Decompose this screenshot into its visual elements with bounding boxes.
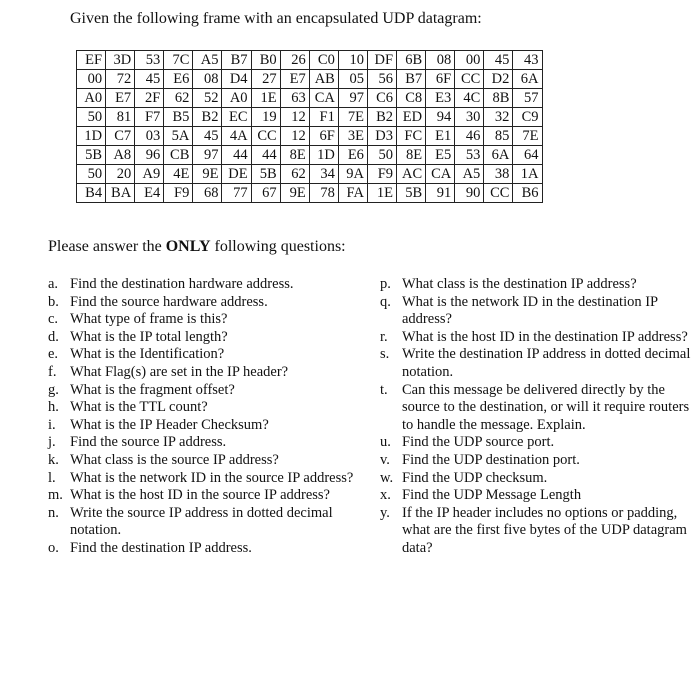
- questions-right-column: [380, 276, 692, 558]
- question-item: [48, 417, 363, 435]
- question-text: Find the destination IP address.: [70, 539, 252, 556]
- question-text: Find the UDP checksum.: [402, 469, 548, 486]
- question-text: What type of frame is this?: [70, 311, 228, 328]
- frame-byte: A5: [455, 165, 484, 184]
- frame-byte: 45: [193, 127, 222, 146]
- frame-byte: 4A: [222, 127, 251, 146]
- frame-byte: B2: [193, 108, 222, 127]
- frame-byte: C6: [367, 89, 396, 108]
- frame-byte: 97: [338, 89, 367, 108]
- question-item: [380, 487, 692, 505]
- question-text: What class is the source IP address?: [70, 451, 279, 468]
- frame-byte: BA: [106, 184, 135, 203]
- frame-byte: FA: [338, 184, 367, 203]
- question-text: What class is the destination IP address?: [402, 276, 637, 292]
- question-item: [48, 382, 363, 400]
- question-item: [48, 434, 363, 452]
- question-label: i.: [48, 416, 56, 433]
- question-item: [48, 294, 363, 312]
- frame-byte: 72: [106, 70, 135, 89]
- frame-byte: 96: [135, 146, 164, 165]
- frame-byte: 67: [251, 184, 280, 203]
- question-item: [380, 276, 692, 294]
- frame-byte: A0: [222, 89, 251, 108]
- question-text: Write the destination IP address in dotted decimal notation.: [402, 346, 691, 380]
- question-label: g.: [48, 381, 59, 398]
- frame-byte: 43: [513, 51, 542, 70]
- frame-byte: CC: [251, 127, 280, 146]
- frame-byte: 52: [193, 89, 222, 108]
- question-label: w.: [380, 469, 394, 486]
- frame-byte: A0: [77, 89, 106, 108]
- frame-row: [77, 184, 543, 203]
- frame-byte: E5: [426, 146, 455, 165]
- frame-byte: 9E: [193, 165, 222, 184]
- frame-byte: 1A: [513, 165, 542, 184]
- frame-byte: 57: [513, 89, 542, 108]
- frame-byte: 03: [135, 127, 164, 146]
- frame-row: [77, 165, 543, 184]
- frame-byte: E7: [106, 89, 135, 108]
- frame-byte: A8: [106, 146, 135, 165]
- question-item: [48, 487, 363, 505]
- frame-byte: 05: [338, 70, 367, 89]
- frame-byte: 50: [367, 146, 396, 165]
- frame-byte: 7C: [164, 51, 193, 70]
- question-label: f.: [48, 363, 57, 380]
- frame-byte: 50: [77, 108, 106, 127]
- question-item: [380, 346, 692, 381]
- question-label: d.: [48, 328, 59, 345]
- question-item: [48, 470, 363, 488]
- frame-byte: 27: [251, 70, 280, 89]
- question-item: [380, 470, 692, 488]
- frame-row: [77, 127, 543, 146]
- question-label: m.: [48, 487, 63, 504]
- frame-byte: B2: [367, 108, 396, 127]
- question-label: t.: [380, 381, 388, 398]
- frame-byte: EF: [77, 51, 106, 70]
- frame-byte: 8B: [484, 89, 513, 108]
- frame-byte: C8: [397, 89, 426, 108]
- frame-byte: FC: [397, 127, 426, 146]
- frame-byte: 5B: [251, 165, 280, 184]
- question-text: Find the destination hardware address.: [70, 276, 294, 292]
- frame-byte: E1: [426, 127, 455, 146]
- frame-byte: 1D: [309, 146, 338, 165]
- frame-byte: 32: [484, 108, 513, 127]
- instructions: [48, 238, 346, 256]
- question-item: [48, 505, 363, 540]
- frame-byte: 6B: [397, 51, 426, 70]
- frame-byte: 7E: [338, 108, 367, 127]
- frame-byte: 3E: [338, 127, 367, 146]
- question-label: n.: [48, 504, 59, 521]
- question-label: v.: [380, 451, 390, 468]
- frame-byte: D4: [222, 70, 251, 89]
- question-label: h.: [48, 399, 59, 416]
- frame-byte: 00: [77, 70, 106, 89]
- frame-byte: A5: [193, 51, 222, 70]
- frame-byte: CC: [484, 184, 513, 203]
- frame-byte: 12: [280, 108, 309, 127]
- question-label: s.: [380, 346, 390, 363]
- frame-byte: 08: [193, 70, 222, 89]
- frame-row: [77, 89, 543, 108]
- frame-byte: 9A: [338, 165, 367, 184]
- frame-byte: 94: [426, 108, 455, 127]
- frame-byte: 1E: [367, 184, 396, 203]
- question-item: [380, 294, 692, 329]
- question-label: x.: [380, 487, 391, 504]
- frame-byte: ED: [397, 108, 426, 127]
- frame-byte: 20: [106, 165, 135, 184]
- frame-byte: AB: [309, 70, 338, 89]
- question-label: r.: [380, 328, 388, 345]
- questions-left-column: [48, 276, 363, 558]
- frame-byte: 5A: [164, 127, 193, 146]
- frame-byte: F7: [135, 108, 164, 127]
- question-item: [48, 540, 363, 558]
- frame-row: [77, 108, 543, 127]
- frame-byte: C7: [106, 127, 135, 146]
- question-text: What is the host ID in the source IP address?: [70, 487, 330, 504]
- question-text: What is the TTL count?: [70, 399, 208, 416]
- frame-byte: 3D: [106, 51, 135, 70]
- frame-byte: 08: [426, 51, 455, 70]
- question-label: y.: [380, 504, 390, 521]
- frame-byte: 91: [426, 184, 455, 203]
- frame-byte: B7: [222, 51, 251, 70]
- question-text: Find the UDP source port.: [402, 434, 555, 451]
- question-item: [48, 276, 363, 294]
- question-label: e.: [48, 346, 59, 363]
- question-item: [48, 364, 363, 382]
- question-label: j.: [48, 434, 56, 451]
- question-label: q.: [380, 293, 391, 310]
- frame-byte: 44: [222, 146, 251, 165]
- frame-row: [77, 51, 543, 70]
- frame-byte: E3: [426, 89, 455, 108]
- question-label: o.: [48, 539, 59, 556]
- frame-byte: 10: [338, 51, 367, 70]
- question-label: b.: [48, 293, 59, 310]
- question-text: What is the network ID in the source IP address?: [70, 469, 354, 486]
- frame-byte: 6A: [513, 70, 542, 89]
- frame-byte: 12: [280, 127, 309, 146]
- frame-byte: 34: [309, 165, 338, 184]
- frame-byte: 8E: [280, 146, 309, 165]
- frame-row: [77, 70, 543, 89]
- frame-byte: CC: [455, 70, 484, 89]
- intro-text: Given the following frame with an encapsulated UDP datagram:: [70, 10, 482, 27]
- frame-byte: 26: [280, 51, 309, 70]
- question-item: [48, 399, 363, 417]
- frame-byte: 9E: [280, 184, 309, 203]
- frame-byte: 2F: [135, 89, 164, 108]
- frame-byte: 5B: [397, 184, 426, 203]
- question-text: Find the source IP address.: [70, 434, 227, 451]
- question-item: [48, 346, 363, 364]
- frame-byte: C9: [513, 108, 542, 127]
- question-text: What is the fragment offset?: [70, 381, 235, 398]
- frame-byte: F9: [164, 184, 193, 203]
- frame-byte: E7: [280, 70, 309, 89]
- frame-byte: 6A: [484, 146, 513, 165]
- frame-byte: 7E: [513, 127, 542, 146]
- question-item: [380, 329, 692, 347]
- frame-byte: 6F: [426, 70, 455, 89]
- frame-byte: 4E: [164, 165, 193, 184]
- question-item: [48, 311, 363, 329]
- question-text: What is the network ID in the destination IP address?: [402, 293, 658, 328]
- question-text: Find the UDP destination port.: [402, 451, 580, 468]
- frame-byte: 1D: [77, 127, 106, 146]
- frame-byte: 90: [455, 184, 484, 203]
- frame-byte: E4: [135, 184, 164, 203]
- question-text: What is the IP Header Checksum?: [70, 416, 269, 433]
- frame-byte: A9: [135, 165, 164, 184]
- frame-byte: 53: [135, 51, 164, 70]
- frame-byte: E6: [338, 146, 367, 165]
- frame-byte: B5: [164, 108, 193, 127]
- question-text: Find the UDP Message Length: [402, 487, 582, 504]
- question-label: l.: [48, 469, 56, 486]
- frame-byte: 19: [251, 108, 280, 127]
- question-item: [380, 505, 692, 558]
- frame-byte: D2: [484, 70, 513, 89]
- frame-byte: F9: [367, 165, 396, 184]
- frame-byte: 30: [455, 108, 484, 127]
- question-item: [48, 329, 363, 347]
- frame-byte: 46: [455, 127, 484, 146]
- frame-byte: 45: [484, 51, 513, 70]
- frame-byte: 53: [455, 146, 484, 165]
- frame-byte: 38: [484, 165, 513, 184]
- question-text: Write the source IP address in dotted decimal notation.: [70, 504, 333, 539]
- question-text: What Flag(s) are set in the IP header?: [70, 363, 289, 380]
- frame-byte: 50: [77, 165, 106, 184]
- frame-byte: E6: [164, 70, 193, 89]
- question-text: If the IP header includes no options or padding, what are the first five bytes of the UDP datagram data?: [402, 504, 687, 556]
- frame-byte: 8E: [397, 146, 426, 165]
- frame-byte: 62: [164, 89, 193, 108]
- frame-byte: B4: [77, 184, 106, 203]
- frame-byte: CA: [426, 165, 455, 184]
- frame-byte: 64: [513, 146, 542, 165]
- frame-byte: 5B: [77, 146, 106, 165]
- frame-byte: 85: [484, 127, 513, 146]
- frame-byte: DE: [222, 165, 251, 184]
- question-text: Find the source hardware address.: [70, 293, 268, 310]
- frame-byte: DF: [367, 51, 396, 70]
- frame-byte: CB: [164, 146, 193, 165]
- question-item: [380, 434, 692, 452]
- frame-byte: 63: [280, 89, 309, 108]
- frame-byte: 45: [135, 70, 164, 89]
- frame-byte: C0: [309, 51, 338, 70]
- question-text: What is the host ID in the destination IP address?: [402, 328, 688, 345]
- question-label: u.: [380, 434, 391, 451]
- frame-hex-table: [76, 50, 543, 203]
- frame-byte: B0: [251, 51, 280, 70]
- frame-byte: F1: [309, 108, 338, 127]
- question-text: What is the Identification?: [70, 346, 225, 363]
- frame-byte: 97: [193, 146, 222, 165]
- frame-byte: 68: [193, 184, 222, 203]
- frame-byte: D3: [367, 127, 396, 146]
- frame-byte: AC: [397, 165, 426, 184]
- question-text: What is the IP total length?: [70, 328, 228, 345]
- frame-byte: EC: [222, 108, 251, 127]
- question-item: [48, 452, 363, 470]
- frame-byte: 44: [251, 146, 280, 165]
- question-label: k.: [48, 451, 59, 468]
- frame-byte: 1E: [251, 89, 280, 108]
- frame-byte: 62: [280, 165, 309, 184]
- question-label: c.: [48, 311, 59, 328]
- question-text: Can this message be delivered directly by the source to the destination, or will it require routers to handle the message. Explain.: [402, 381, 690, 433]
- frame-byte: B6: [513, 184, 542, 203]
- frame-byte: 6F: [309, 127, 338, 146]
- frame-byte: 78: [309, 184, 338, 203]
- prompt-before: Please answer the: [48, 238, 166, 255]
- question-label: p.: [380, 276, 391, 292]
- prompt-after: following questions:: [210, 238, 346, 255]
- question-item: [380, 382, 692, 435]
- frame-byte: 00: [455, 51, 484, 70]
- frame-byte: CA: [309, 89, 338, 108]
- frame-byte: 77: [222, 184, 251, 203]
- frame-byte: 56: [367, 70, 396, 89]
- frame-row: [77, 146, 543, 165]
- question-label: a.: [48, 276, 59, 292]
- frame-byte: 81: [106, 108, 135, 127]
- frame-byte: B7: [397, 70, 426, 89]
- frame-byte: 4C: [455, 89, 484, 108]
- question-item: [380, 452, 692, 470]
- prompt-bold: ONLY: [165, 238, 211, 255]
